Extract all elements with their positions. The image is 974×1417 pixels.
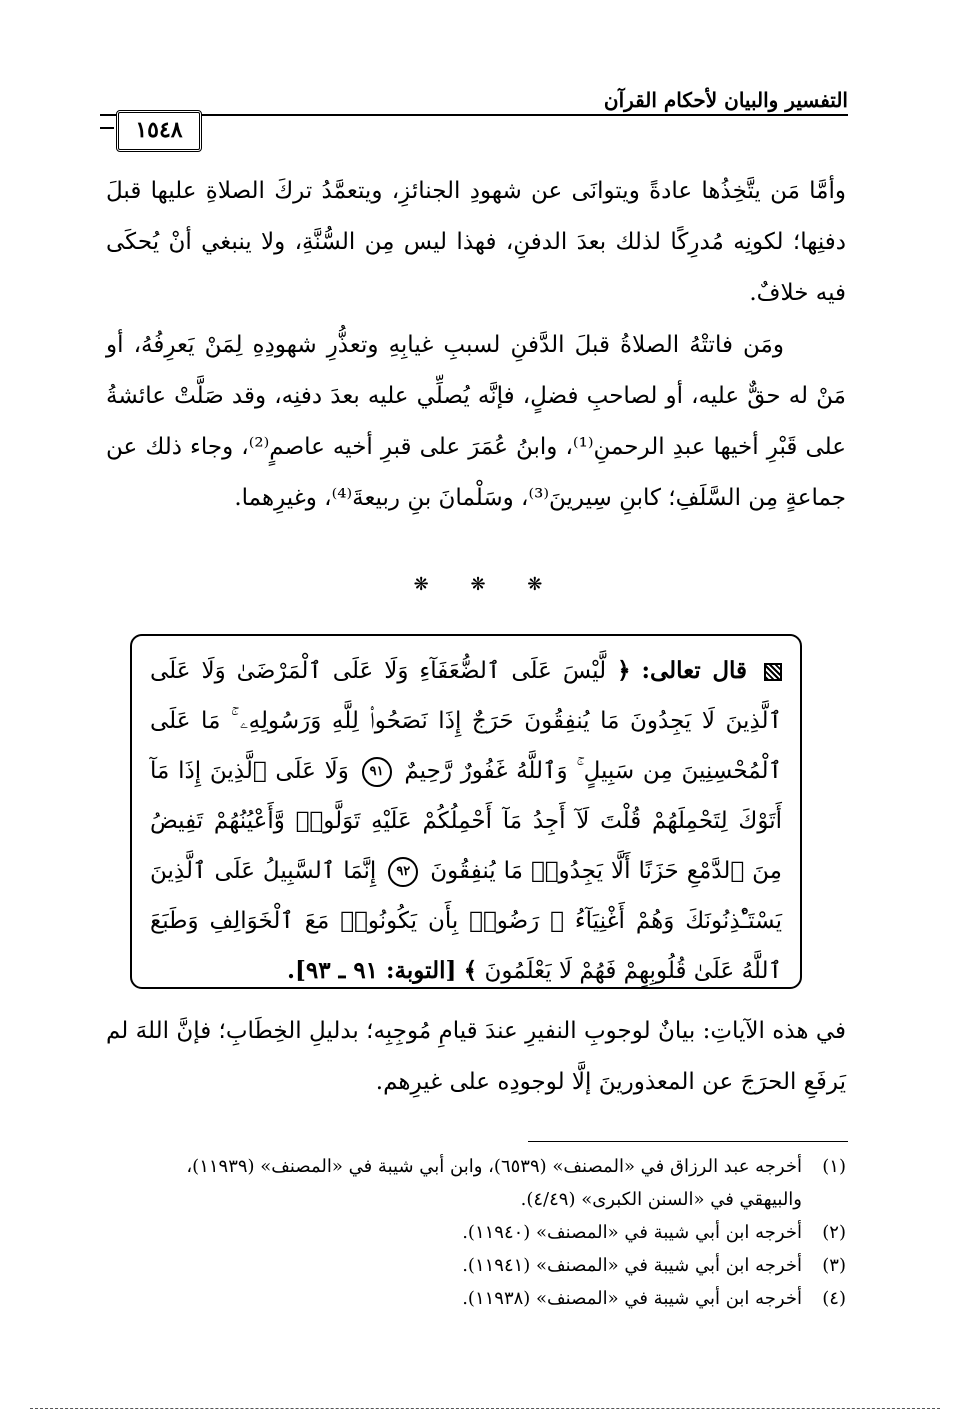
ayah-number-icon: ٩١ [362, 757, 392, 787]
book-title: التفسير والبيان لأحكام القرآن [603, 88, 848, 112]
verse-text [150, 646, 782, 996]
paragraph-3 [106, 1006, 846, 1108]
footnote-number: (٢) [822, 1222, 846, 1243]
page-number-line [100, 127, 114, 129]
verse-intro: قال تعالى: [641, 657, 748, 684]
footnote [130, 1150, 846, 1216]
paragraph-1-text: وأمَّا مَن يتَّخِذُها عادةً ويتوانَى عن شهودِ الجنائزِ، ويتعمَّدُ تركَ الصلاةِ عليها قبلَ دفنِها؛ لكونِه مُدرِكًا لذلك بعدَ الدفنِ، فهذا ليس مِن السُّنَّةِ، ولا ينبغي أنْ يُحكَى فيه خلافٌ. [106, 178, 846, 306]
section-separator: ❋ ❋ ❋ [413, 574, 561, 595]
scan-edge-line [30, 1408, 940, 1409]
verse-part-2: وَلَا عَلَى ٱلَّذِينَ إِذَا مَآ أَتَوْكَ لِتَحْمِلَهُمْ قُلْتَ لَآ أَجِدُ مَآ أَحْمِلُكُمْ عَلَيْهِ تَوَلَّوا۟ وَّأَعْيُنُهُمْ تَفِيضُ مِنَ ٱلدَّمْعِ حَزَنًا أَلَّا يَجِدُوا۟ مَا يُنفِقُونَ [150, 758, 782, 884]
page-number: ١٥٤٨ [116, 110, 202, 152]
quran-verse-box [130, 634, 802, 989]
verse-close-bracket: ﴾ [463, 957, 478, 984]
verse-part-1: لَّيْسَ عَلَى ٱلضُّعَفَآءِ وَلَا عَلَى ٱلْمَرْضَىٰ وَلَا عَلَى ٱلَّذِينَ لَا يَجِدُونَ مَا يُنفِقُونَ حَرَجٌ إِذَا نَصَحُوا۟ لِلَّهِ وَرَسُولِهِۦ ۚ مَا عَلَى ٱلْمُحْسِنِينَ مِن سَبِيلٍ ۚ وَٱللَّهُ غَفُورٌ رَّحِيمٌ [150, 658, 782, 784]
footnote-number: (٣) [822, 1255, 846, 1276]
footnote-divider [528, 1141, 848, 1142]
footnote-text: أخرجه ابن أبي شيبة في «المصنف» (١١٩٣٨). [462, 1288, 802, 1309]
verse-part-3: إِنَّمَا ٱلسَّبِيلُ عَلَى ٱلَّذِينَ يَسْتَـْٔذِنُونَكَ وَهُمْ أَغْنِيَآءُ ۚ رَضُوا۟ بِأَن يَكُونُوا۟ مَعَ ٱلْخَوَالِفِ وَطَبَعَ ٱللَّهُ عَلَىٰ قُلُوبِهِمْ فَهُمْ لَا يَعْلَمُونَ [150, 858, 782, 984]
header-rule [100, 114, 848, 116]
footnote-text: أخرجه ابن أبي شيبة في «المصنف» (١١٩٤١). [462, 1255, 802, 1276]
verse-marker-icon [764, 663, 782, 681]
ayah-number-icon: ٩٢ [388, 857, 418, 887]
footnote [130, 1282, 846, 1315]
footnote [130, 1216, 846, 1249]
footnote [130, 1249, 846, 1282]
verse-open-bracket: ﴿ [617, 657, 631, 684]
footnote-number: (٤) [822, 1288, 846, 1309]
verse-reference: [التوبة: ٩١ ـ ٩٣]. [286, 957, 457, 984]
footnote-number: (١) [822, 1156, 846, 1177]
paragraph-1 [106, 166, 846, 319]
running-header [100, 88, 848, 154]
footnote-text: أخرجه ابن أبي شيبة في «المصنف» (١١٩٤٠). [462, 1222, 802, 1243]
paragraph-3-text: في هذه الآياتِ: بيانٌ لوجوبِ النفيرِ عندَ قيامِ مُوجِبِه؛ بدليلِ الخِطَابِ؛ فإنَّ اللهَ لم يَرفَعِ الحرَجَ عن المعذورينَ إلَّا لوجودِه على غيرِهم. [106, 1018, 846, 1095]
paragraph-2 [106, 320, 846, 524]
paragraph-2-text: ومَن فاتتْهُ الصلاةُ قبلَ الدَّفنِ لسببِ غيابِهِ وتعذُّرِ شهودِهِ لِمَنْ يَعرِفُهُ، أو مَنْ له حقٌّ عليه، أو لصاحبِ فضلٍ، فإنَّه يُصلِّي عليه بعدَ دفنِه، وقد صَلَّتْ عائشةُ على قَبْرِ أخيها عبدِ الرحمنِ⁽¹⁾، وابنُ عُمَرَ على قبرِ أخيه عاصمٍ⁽²⁾، وجاء ذلك عن جماعةٍ مِن السَّلَفِ؛ كابنِ سِيرينَ⁽³⁾، وسَلْمانَ بنِ ربيعةَ⁽⁴⁾، وغيرِهما. [106, 332, 846, 511]
footnote-text: أخرجه عبد الرزاق في «المصنف» (٦٥٣٩)، وابن أبي شيبة في «المصنف» (١١٩٣٩)، والبيهقي في «السنن الكبرى» (٤/٤٩). [186, 1156, 802, 1210]
footnotes [130, 1150, 846, 1315]
